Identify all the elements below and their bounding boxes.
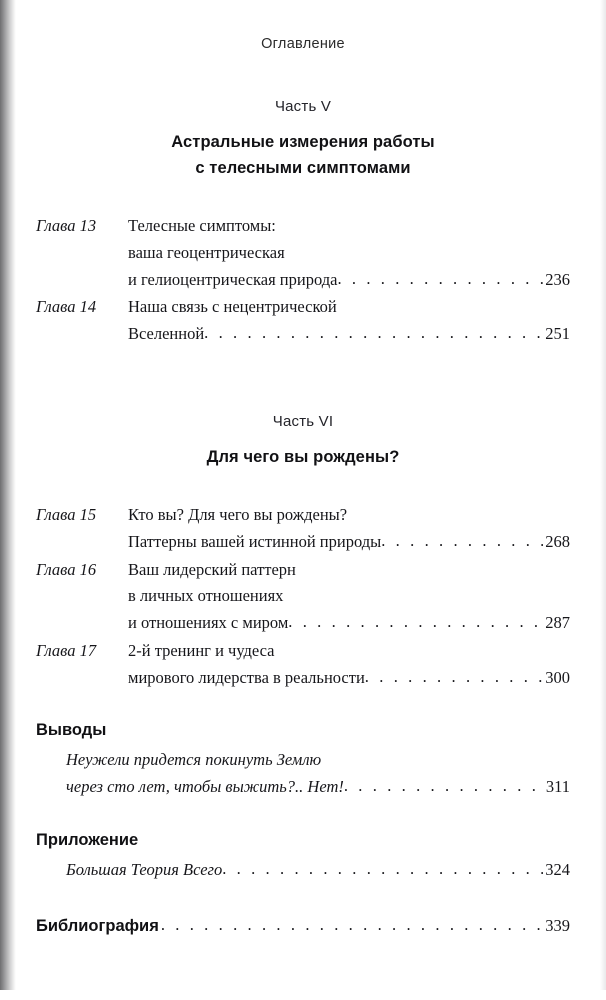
part-heading-5	[36, 98, 570, 181]
toc-line-text: в личных отношениях	[128, 586, 284, 606]
dot-leader	[381, 528, 543, 555]
toc-entry-chapter-14[interactable]	[36, 294, 570, 347]
page-bottom-margin	[0, 990, 606, 1000]
toc-line	[128, 213, 570, 240]
dot-leader	[344, 773, 544, 800]
toc-line	[128, 502, 570, 529]
toc-entry-chapter-17[interactable]	[36, 638, 570, 691]
dot-leader	[288, 609, 543, 636]
part-title-line-2: с телесными симптомами	[195, 158, 411, 177]
toc-section-bibliography[interactable]	[36, 913, 570, 940]
chapter-label: Глава 13	[36, 216, 97, 236]
toc-line-text: Кто вы? Для чего вы рождены?	[128, 505, 348, 525]
toc-line-text: и отношениях с миром	[128, 613, 289, 633]
page-number: 339	[545, 916, 570, 936]
toc-line	[128, 638, 570, 665]
toc-line-text: Наша связь с нецентрической	[128, 297, 337, 317]
chapter-label: Глава 15	[36, 505, 97, 525]
chapter-title-block	[128, 294, 570, 347]
page-edge-right	[600, 0, 606, 1000]
toc-line-text: ваша геоцентрическая	[128, 242, 285, 262]
toc-line	[128, 321, 570, 348]
toc-section-appendix[interactable]	[36, 831, 570, 884]
chapter-label: Глава 16	[36, 559, 97, 579]
toc-line	[128, 267, 570, 294]
part-number: Часть V	[274, 98, 332, 115]
toc-line-text: Ваш лидерский паттерн	[128, 559, 296, 579]
chapter-title-block	[128, 213, 570, 293]
part-number: Часть VI	[272, 412, 334, 430]
table-of-contents	[36, 78, 570, 940]
toc-line	[128, 557, 570, 584]
toc-line	[128, 240, 570, 267]
dot-leader	[161, 912, 543, 939]
toc-line-text: Вселенной	[128, 324, 205, 343]
toc-line	[128, 665, 570, 692]
part-title-line-1: Для чего вы рождены?	[206, 447, 400, 466]
toc-entry-chapter-15[interactable]	[36, 502, 570, 555]
toc-line	[128, 294, 570, 321]
chapter-label: Глава 14	[36, 297, 97, 317]
page-number: 300	[545, 667, 570, 687]
dot-leader	[204, 320, 543, 347]
toc-entry-chapter-13[interactable]	[36, 213, 570, 293]
section-body	[36, 747, 570, 800]
chapter-title-block	[128, 638, 570, 691]
dot-leader	[222, 856, 543, 883]
toc-section-conclusions[interactable]	[36, 721, 570, 800]
page-number: 311	[545, 777, 570, 797]
toc-line-text: Большая Теория Всего	[66, 859, 223, 879]
dot-leader	[365, 664, 543, 691]
page-number: 236	[545, 269, 570, 289]
toc-line	[128, 583, 570, 610]
toc-line	[66, 857, 570, 884]
section-body	[36, 857, 570, 884]
toc-entry-chapter-16[interactable]	[36, 557, 570, 637]
section-heading: Приложение	[36, 830, 139, 849]
toc-line-text: и гелиоцентрическая природа	[128, 269, 338, 289]
toc-line	[128, 529, 570, 556]
page-number: 251	[545, 324, 570, 343]
part-title	[36, 445, 570, 471]
part-title-line-1: Астральные измерения работы	[171, 133, 435, 151]
dot-leader	[337, 266, 543, 293]
toc-line-text: 2-й тренинг и чудеса	[128, 640, 275, 660]
toc-line-text: Телесные симптомы:	[128, 216, 276, 236]
page-number: 268	[545, 532, 570, 551]
part-title	[36, 130, 570, 181]
running-head: Оглавление	[261, 36, 345, 52]
toc-line	[128, 610, 570, 637]
part-heading-6	[36, 413, 570, 471]
page-gutter-shadow	[0, 0, 16, 1000]
toc-line	[66, 747, 570, 774]
section-heading: Выводы	[36, 721, 107, 740]
toc-line-text: мирового лидерства в реальности	[128, 667, 365, 687]
toc-line-text: через сто лет, чтобы выжить?.. Нет!	[66, 777, 344, 797]
toc-line-text: Неужели придется покинуть Землю	[66, 750, 322, 770]
toc-line-text: Паттерны вашей истинной природы	[128, 532, 382, 551]
page-number: 287	[545, 613, 570, 633]
page-number: 324	[545, 859, 570, 879]
toc-line	[66, 774, 570, 801]
section-heading: Библиография	[36, 917, 159, 936]
chapter-title-block	[128, 502, 570, 555]
toc-line	[36, 913, 570, 940]
chapter-title-block	[128, 557, 570, 637]
chapter-label: Глава 17	[36, 640, 97, 660]
